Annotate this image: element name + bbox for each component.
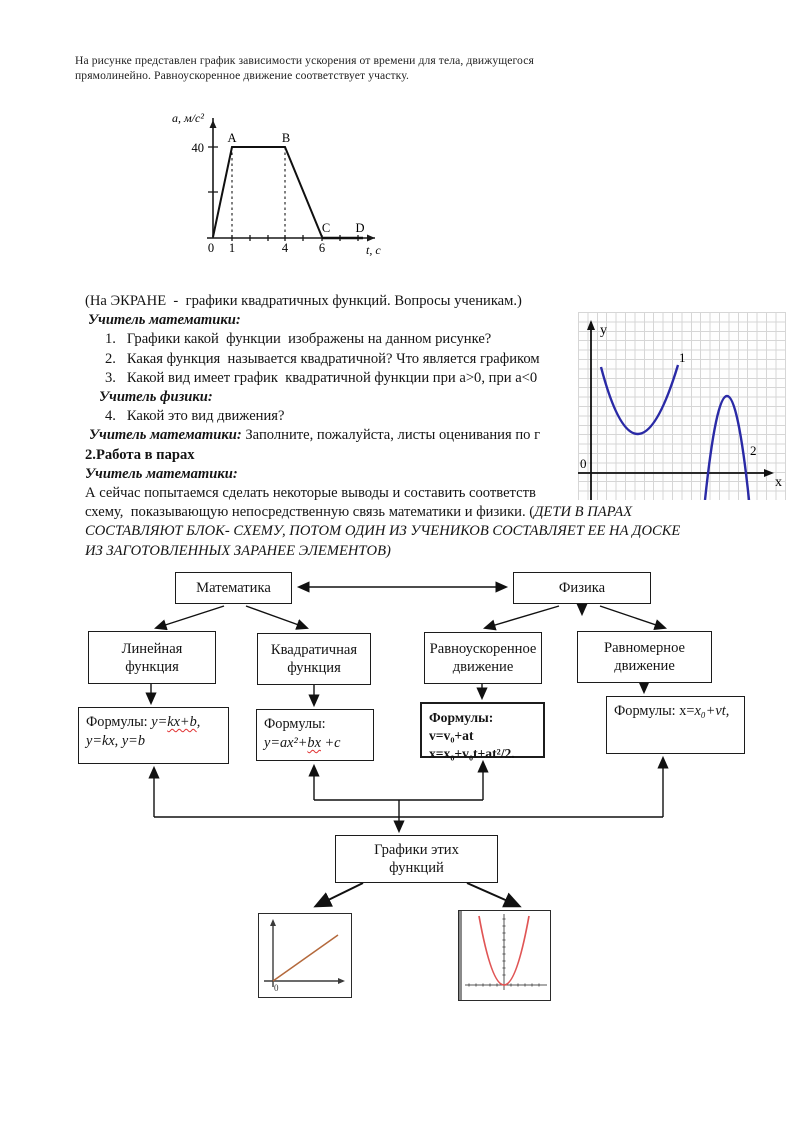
paragraph-line-2-normal: схему, показывающую непосредственную связь математики и физики. ( — [85, 504, 535, 521]
box-physics-label: Физика — [558, 580, 606, 596]
paragraph-line-1: А сейчас попытаемся сделать некоторые выводы и составить соответств — [85, 485, 536, 502]
mini-y-arrow — [270, 919, 276, 926]
scan-edge-shadow — [459, 911, 462, 1000]
teacher-math-heading-1: Учитель математики: — [88, 312, 241, 329]
x-axis-label: t, с — [366, 243, 381, 257]
fig-origin-label: 0 — [580, 456, 587, 471]
mini-origin-label: 0 — [274, 983, 279, 993]
quadratic-formula-c: +c — [320, 735, 341, 751]
parabola-up-curve-1 — [601, 365, 678, 434]
paragraph-line-2-italic: ДЕТИ В ПАРАХ — [534, 504, 633, 521]
paragraph-line-3: СОСТАВЛЯЮТ БЛОК- СХЕМУ, ПОТОМ ОДИН ИЗ УЧЕНИКОВ СОСТАВЛЯЕТ ЕЕ НА ДОСКЕ — [85, 523, 681, 540]
parabola-plot — [458, 910, 551, 1001]
x-tick-1: 1 — [228, 241, 236, 255]
screen-note: (На ЭКРАНЕ - графики квадратичных функций. Вопросы ученикам.) — [85, 293, 522, 309]
box-accelerated-motion — [424, 632, 542, 684]
box-quadratic-formulas — [256, 709, 374, 761]
intro-line-2: прямолинейно. Равноускоренное движение соответствует участку. — [75, 69, 409, 82]
point-A-label: A — [227, 131, 237, 145]
uniform-formula-prefix: Формулы: x= — [614, 703, 695, 719]
teacher-math-line-2-text: Заполните, пожалуйста, листы оценивания по г — [241, 427, 541, 444]
linear-plot-canvas — [259, 914, 351, 997]
question-1: 1. Графики какой функции изображены на данном рисунке? — [105, 331, 492, 348]
teacher-math-heading-2: Учитель математики: — [89, 427, 242, 444]
linear-formula-line2: y=kx, y=b — [86, 733, 145, 749]
point-B-label: B — [281, 131, 291, 145]
teacher-physics-heading: Учитель физики: — [99, 389, 213, 406]
box-physics — [513, 572, 651, 604]
box-accelerated-formulas — [420, 702, 545, 761]
y-tick-40: 40 — [191, 141, 204, 155]
parabola-plot-canvas — [459, 911, 550, 1000]
point-C-label: C — [321, 221, 331, 235]
fig-x-label: x — [775, 475, 782, 490]
uniform-formula-line1 — [614, 702, 737, 721]
linear-formula-kxb: kx+b — [167, 714, 197, 730]
arrow-physics-accelerated — [485, 606, 559, 628]
arrow-graphs-parabola-plot — [467, 883, 519, 906]
box-graphs-of-functions — [335, 835, 498, 883]
y-axis-label: а, м/с² — [172, 111, 204, 125]
parabola-down-curve-2 — [705, 396, 749, 500]
teacher-math-heading-3: Учитель математики: — [85, 465, 238, 482]
formulas-word: Формулы: — [86, 714, 152, 730]
box-linear-formulas — [78, 707, 229, 764]
section-work-in-pairs: 2.Работа в парах — [85, 446, 195, 463]
x-tick-4: 4 — [281, 241, 289, 255]
linear-formula-y: y= — [151, 714, 168, 730]
intro-line-1: На рисунке представлен график зависимости ускорения от времени для тела, движущегося — [75, 54, 534, 67]
quadratic-formula-a: y=ax²+ — [264, 735, 308, 751]
question-3: 3. Какой вид имеет график квадратичной функции при a>0, при a<0 — [105, 369, 538, 386]
linear-formula-comma: , — [196, 714, 201, 730]
x-tick-0: 0 — [207, 241, 215, 255]
quadratic-formula-bx: bx — [307, 735, 321, 751]
point-D-label: D — [355, 221, 365, 235]
box-linear-function — [88, 631, 216, 684]
uniform-formula-math: x₀+vt, — [694, 703, 730, 719]
box-uniform-line1: Равномерное — [603, 640, 686, 656]
question-2: 2. Какая функция называется квадратичной? Что является графиком — [105, 350, 540, 367]
fig-y-arrow — [587, 320, 595, 330]
accelerated-formula-line1: Формулы: v=v₀+at — [429, 710, 494, 743]
box-linear-line1: Линейная — [121, 640, 183, 657]
linear-function-plot — [258, 913, 352, 998]
linear-graph-line — [273, 935, 338, 981]
linear-formula-line1 — [86, 713, 221, 732]
fig-x-arrow — [764, 469, 774, 477]
box-graphs-line2: функций — [389, 860, 444, 876]
box-accelerated-line2: движение — [452, 659, 514, 675]
question-4: 4. Какой это вид движения? — [105, 408, 285, 425]
box-uniform-formulas — [606, 696, 745, 754]
fig-y-label: y — [600, 323, 607, 338]
mini-x-arrow — [338, 978, 345, 984]
arrow-math-linear — [156, 606, 224, 628]
box-quadratic-function — [257, 633, 371, 685]
box-quadratic-line1: Квадратичная — [270, 642, 358, 658]
x-tick-6: 6 — [318, 241, 326, 255]
quadratic-functions-figure-canvas — [578, 312, 786, 500]
box-linear-line2: функция — [125, 658, 179, 675]
arrow-math-quadratic — [246, 606, 307, 628]
box-uniform-motion — [577, 631, 712, 683]
box-mathematics-label: Математика — [196, 580, 271, 596]
accelerated-formula-line2: x=x₀+v₀t+at²/2. — [429, 746, 515, 761]
box-uniform-line2: движение — [614, 658, 675, 674]
box-accelerated-line1: Равноускоренное — [429, 641, 537, 657]
box-mathematics — [175, 572, 292, 604]
quadratic-formula-line1: Формулы: — [264, 716, 326, 732]
arrow-physics-uniform — [600, 606, 665, 628]
box-graphs-line1: Графики этих — [374, 842, 459, 858]
curve-2-label: 2 — [750, 443, 757, 458]
box-quadratic-line2: функция — [287, 660, 341, 676]
arrow-graphs-linear-plot — [316, 883, 363, 906]
quadratic-formula-line2 — [264, 734, 366, 753]
curve-1-label: 1 — [679, 350, 686, 365]
paragraph-line-4: ИЗ ЗАГОТОВЛЕННЫХ ЗАРАНЕЕ ЭЛЕМЕНТОВ) — [85, 542, 391, 559]
